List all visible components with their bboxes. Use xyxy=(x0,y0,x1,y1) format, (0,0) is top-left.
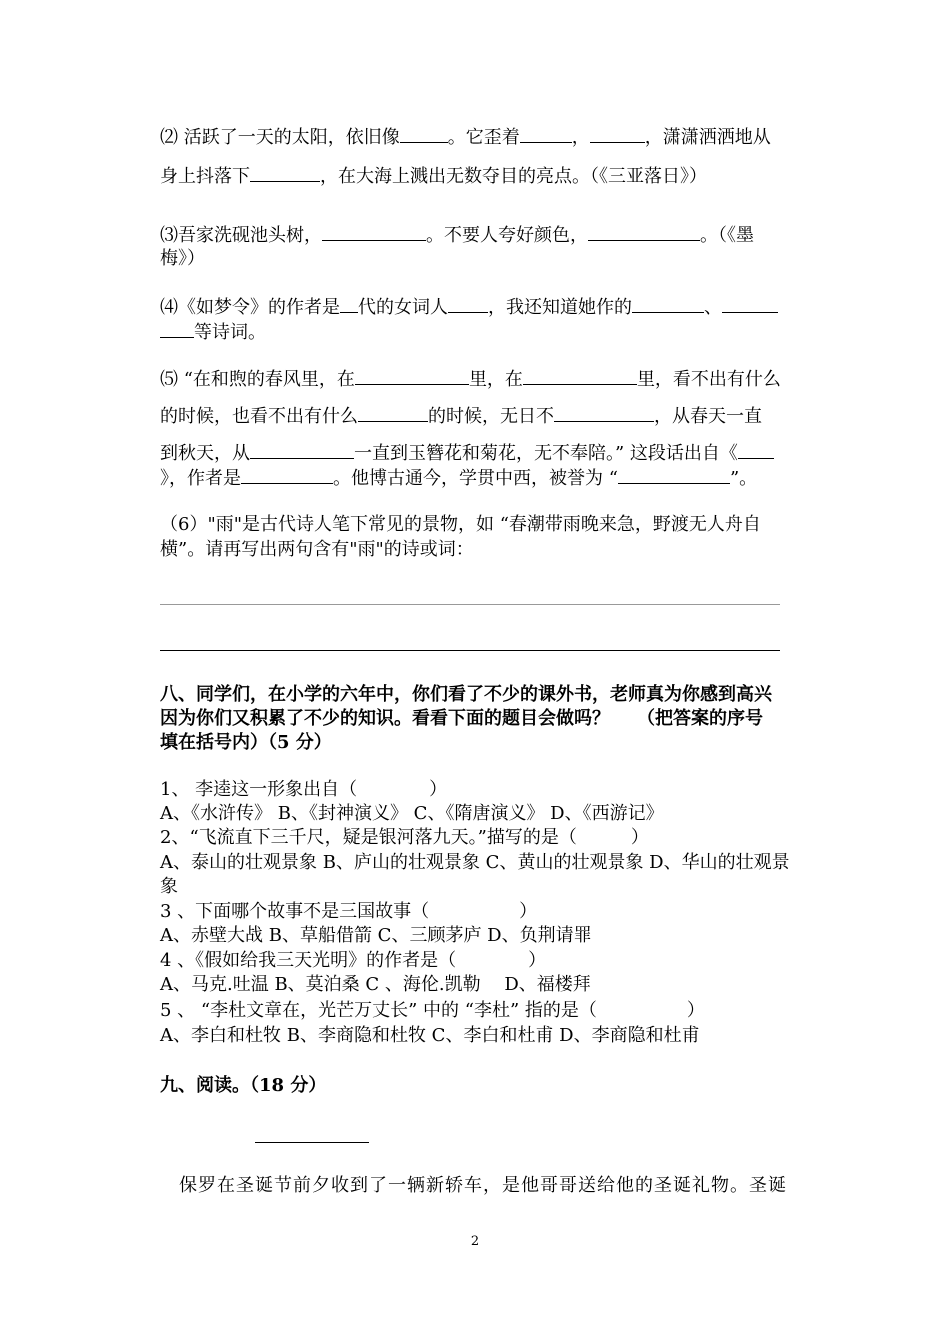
q8-item2-options: A、泰山的壮观景象 B、庐山的壮观景象 C、黄山的壮观景象 D、华山的壮观景 xyxy=(160,852,790,873)
section8-title-line2: 因为你们又积累了不少的知识。看看下面的题目会做吗？ （把答案的序号 xyxy=(160,708,763,729)
blank xyxy=(722,296,778,313)
blank xyxy=(400,126,448,143)
item4-line2: 等诗词。 xyxy=(160,321,266,344)
blank xyxy=(523,368,637,385)
q8-item4: 4 、《假如给我三天光明》的作者是（ ） xyxy=(160,950,547,971)
item6-line1: （6）"雨"是古代诗人笔下常见的景物，如 “春潮带雨晚来急，野渡无人舟自 xyxy=(160,514,761,535)
blank xyxy=(160,321,194,338)
blank xyxy=(738,442,774,459)
blank xyxy=(448,296,488,313)
blank xyxy=(355,368,469,385)
q8-item3-options: A、赤壁大战 B、草船借箭 C、三顾茅庐 D、负荆请罪 xyxy=(160,925,592,946)
blank xyxy=(632,296,704,313)
q8-item3: 3 、下面哪个故事不是三国故事（ ） xyxy=(160,901,538,922)
blank xyxy=(250,442,354,459)
reading-paragraph-line1: 保罗在圣诞节前夕收到了一辆新轿车，是他哥哥送给他的圣诞礼物。圣诞 xyxy=(160,1175,787,1196)
item6-line2: 横”。请再写出两句含有"雨"的诗或词： xyxy=(160,539,474,560)
item5-line2: 的时候，也看不出有什么 的时候，无日不 ，从春天一直 xyxy=(160,406,762,427)
item4-line1: ⑷《如梦令》的作者是 代的女词人 ，我还知道她作的 、 xyxy=(160,296,778,319)
reading-title-blank xyxy=(255,1142,369,1143)
blank xyxy=(250,165,320,182)
item5-line1: ⑸ “在和煦的春风里，在 里，在 里，看不出有什么 xyxy=(160,369,781,390)
section8-title-line1: 八、同学们，在小学的六年中，你们看了不少的课外书，老师真为你感到高兴 xyxy=(160,684,772,705)
q8-item5-options: A、李白和杜牧 B、李商隐和杜牧 C、李白和杜甫 D、李商隐和杜甫 xyxy=(160,1025,700,1046)
item3-line1: ⑶吾家洗砚池头树， 。不要人夸好颜色， 。（《墨 xyxy=(160,225,754,246)
blank xyxy=(322,224,426,241)
q8-item2: 2、“飞流直下三千尺，疑是银河落九天。”描写的是（ ） xyxy=(160,827,649,848)
item2-line1: ⑵ 活跃了一天的太阳，依旧像 。它歪着 ， ，潇潇洒洒地从 xyxy=(160,127,771,148)
q8-item2-options-cont: 象 xyxy=(160,876,178,897)
blank xyxy=(241,467,333,484)
section8-title-line3: 填在括号内）（5 分） xyxy=(160,732,332,753)
item2-line2: 身上抖落下 ，在大海上溅出无数夺目的亮点。（《三亚落日》） xyxy=(160,166,707,187)
item3-line2: 梅》） xyxy=(160,248,205,269)
blank xyxy=(588,224,700,241)
blank xyxy=(554,405,654,422)
blank xyxy=(340,296,358,313)
blank xyxy=(590,126,645,143)
section9-title: 九、阅读。（18 分） xyxy=(160,1075,327,1096)
q8-item1-options: A、《水浒传》 B、《封神演义》 C、《隋唐演义》 D、《西游记》 xyxy=(160,803,664,824)
item5-line4: 》，作者是 。他博古通今，学贯中西，被誉为 “ ”。 xyxy=(160,468,758,489)
answer-line xyxy=(160,604,780,605)
answer-line xyxy=(160,650,780,651)
blank xyxy=(520,126,572,143)
q8-item4-options: A、马克.吐温 B、莫泊桑 C 、海伦.凯勒 D、福楼拜 xyxy=(160,974,591,995)
page-number: 2 xyxy=(470,1234,480,1249)
blank xyxy=(358,405,428,422)
blank xyxy=(618,467,730,484)
q8-item1: 1、 李逵这一形象出自（ ） xyxy=(160,779,448,800)
item5-line3: 到秋天，从 一直到玉簪花和菊花，无不奉陪。” 这段话出自《 xyxy=(160,442,774,465)
q8-item5: 5 、 “李杜文章在，光芒万丈长” 中的 “李杜” 指的是（ ） xyxy=(160,1000,705,1021)
